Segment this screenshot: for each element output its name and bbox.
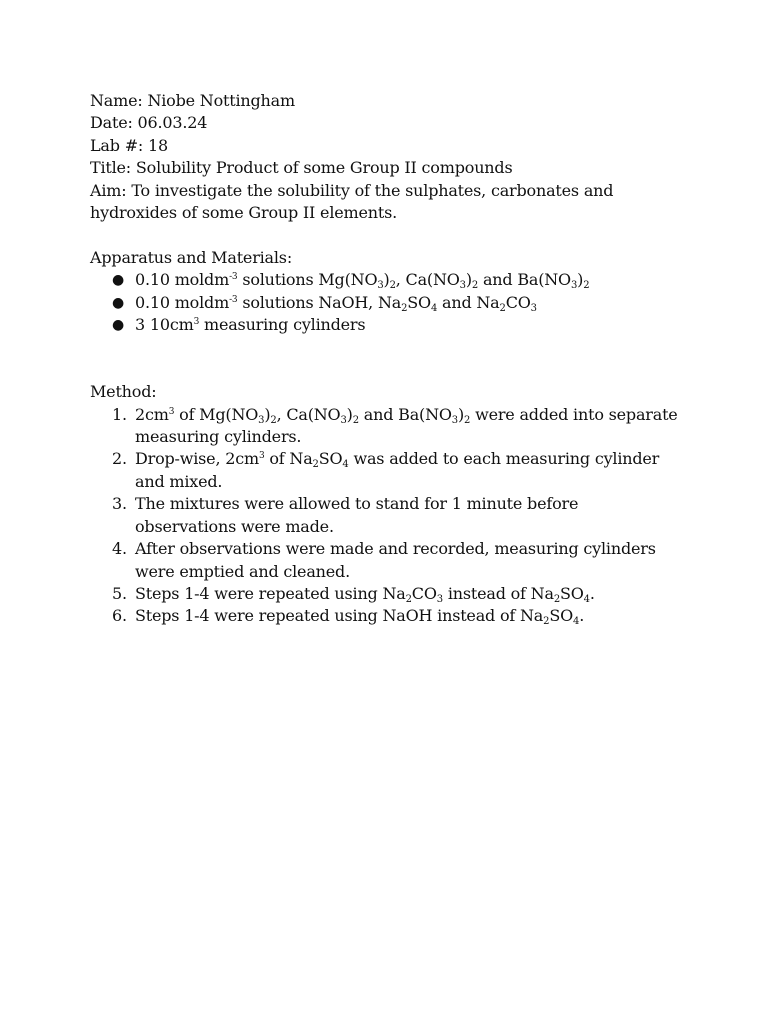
method-step: 1. $2cm^3$ of $Mg(NO_3)_2$, $Ca(NO_3)_2$ and $Ba(NO_3)_2$ were added into separate measuring cylinders.	[112, 404, 678, 447]
method-step: 4. After observations were made and recorded, measuring cylinders were emptied and cleaned.	[112, 539, 656, 581]
spacer	[90, 336, 680, 381]
apparatus-item: ● 0.10 moldm$^{-3}$ solutions $Mg(NO_3)_2$, $Ca(NO_3)_2$ and $Ba(NO_3)_2$	[112, 270, 590, 292]
apparatus-item: ● 0.10 moldm$^{-3}$ solutions NaOH, $Na_2SO_4$ and $Na_2CO_3$	[112, 292, 537, 314]
apparatus-list	[90, 269, 680, 336]
method-steps-list	[90, 404, 680, 628]
title-line: Title: Solubility Product of some Group II compounds	[90, 158, 513, 178]
bullet-icon: ●	[112, 272, 125, 289]
date-line: Date: 06.03.24	[90, 113, 208, 133]
apparatus-item: ● 3 $10cm^3$ measuring cylinders	[90, 314, 680, 336]
lab-number-line: Lab #: 18	[90, 135, 168, 155]
method-step: 6. Steps 1-4 were repeated using NaOH instead of $Na_2SO_4$.	[112, 606, 585, 628]
method-step: 3. The mixtures were allowed to stand for 1 minute before observations were made.	[112, 494, 579, 536]
document-page	[90, 90, 680, 628]
method-step: 2. Drop-wise, $2cm^3$ of $Na_2SO_4$ was added to each measuring cylinder and mixed.	[112, 449, 660, 491]
aim-paragraph: Aim: To investigate the solubility of the sulphates, carbonates and hydroxides of some Group II elements.	[90, 180, 614, 223]
name-line: Name: Niobe Nottingham	[90, 91, 295, 110]
spacer	[90, 224, 680, 246]
method-step: 5. Steps 1-4 were repeated using $Na_2CO_3$ instead of $Na_2SO_4$.	[112, 583, 595, 605]
method-heading: Method:	[90, 382, 157, 402]
apparatus-heading: Apparatus and Materials:	[90, 247, 293, 267]
bullet-icon: ●	[112, 317, 125, 334]
bullet-icon: ●	[112, 294, 125, 311]
